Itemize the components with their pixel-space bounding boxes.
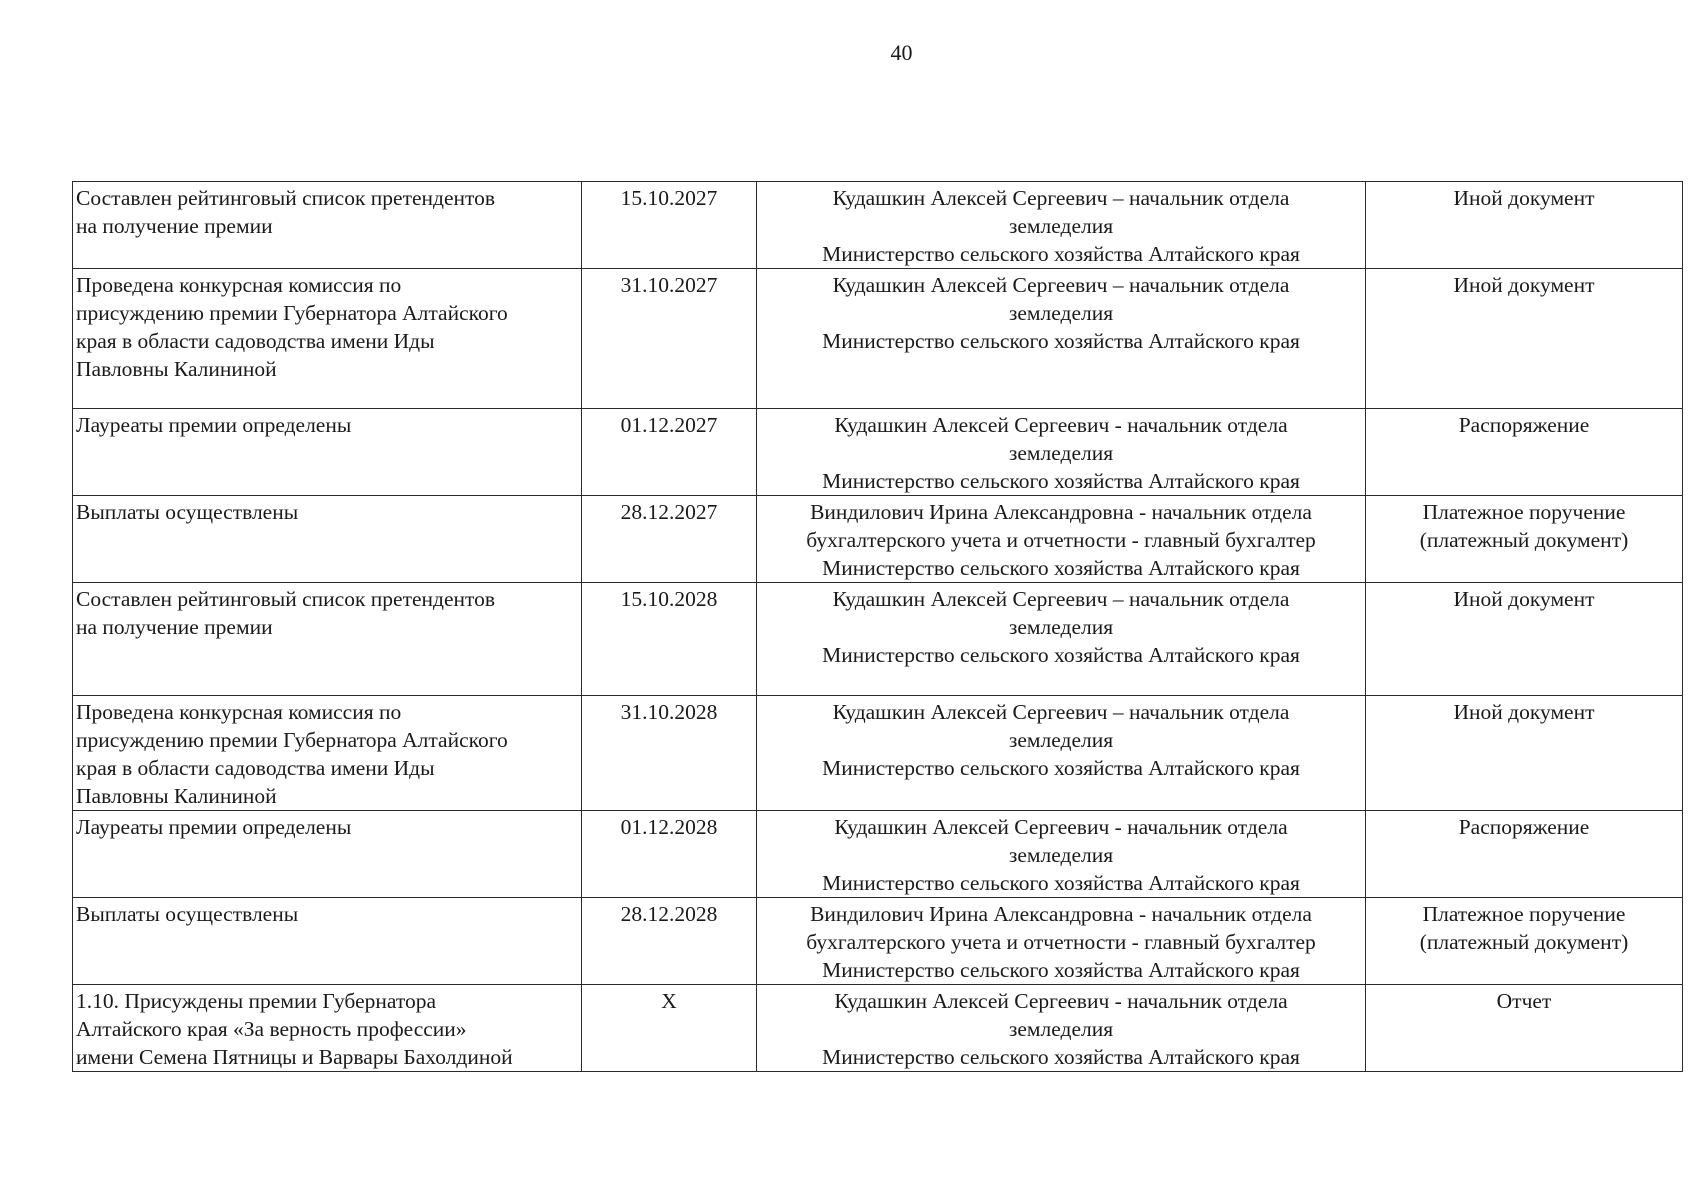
- page-number: 40: [890, 40, 913, 65]
- document-cell: [1366, 811, 1683, 898]
- event-line: края в области садоводства имени Иды: [76, 329, 435, 353]
- document-cell: [1366, 496, 1683, 583]
- table-row: [73, 496, 1683, 583]
- responsible-line: Министерство сельского хозяйства Алтайского края: [822, 958, 1300, 982]
- document-line: Распоряжение: [1458, 815, 1590, 839]
- date-cell: 31.10.2028: [582, 696, 757, 811]
- responsible-line: Министерство сельского хозяйства Алтайского края: [822, 1045, 1300, 1069]
- responsible-line: Министерство сельского хозяйства Алтайского края: [822, 756, 1300, 780]
- responsible-line: земледелия: [1008, 441, 1114, 465]
- event-line: 1.10. Присуждены премии Губернатора: [76, 989, 437, 1013]
- responsible-line: Министерство сельского хозяйства Алтайского края: [822, 871, 1300, 895]
- event-cell: [73, 409, 582, 496]
- event-line: присуждению премии Губернатора Алтайского: [76, 728, 508, 752]
- event-line: Составлен рейтинговый список претендентов: [76, 587, 496, 611]
- document-cell: [1366, 898, 1683, 985]
- document-line: Иной документ: [1453, 700, 1595, 724]
- responsible-line: земледелия: [1008, 615, 1114, 639]
- event-line: Павловны Калининой: [76, 357, 277, 381]
- responsible-line: Министерство сельского хозяйства Алтайского края: [822, 469, 1300, 493]
- table-row: [73, 409, 1683, 496]
- event-line: Лауреаты премии определены: [76, 413, 352, 437]
- responsible-line: Виндилович Ирина Александровна - начальник отдела: [810, 500, 1312, 524]
- responsible-cell: [757, 898, 1366, 985]
- event-cell: [73, 811, 582, 898]
- table-row: [73, 269, 1683, 409]
- document-line: Иной документ: [1453, 587, 1595, 611]
- event-line: края в области садоводства имени Иды: [76, 756, 435, 780]
- event-line: Составлен рейтинговый список претендентов: [76, 186, 496, 210]
- event-line: имени Семена Пятницы и Варвары Бахолдиной: [76, 1045, 513, 1069]
- date-cell: 01.12.2028: [582, 811, 757, 898]
- schedule-table: [72, 181, 1683, 1072]
- responsible-cell: [757, 269, 1366, 409]
- event-cell: [73, 898, 582, 985]
- event-line: Алтайского края «За верность профессии»: [76, 1017, 467, 1041]
- document-cell: [1366, 182, 1683, 269]
- responsible-line: Кудашкин Алексей Сергеевич - начальник отдела: [834, 989, 1288, 1013]
- event-line: Павловны Калининой: [76, 784, 277, 808]
- document-line: Распоряжение: [1458, 413, 1590, 437]
- document-line: (платежный документ): [1419, 930, 1629, 954]
- event-cell: [73, 496, 582, 583]
- responsible-line: Министерство сельского хозяйства Алтайского края: [822, 329, 1300, 353]
- responsible-line: земледелия: [1008, 728, 1114, 752]
- event-line: Проведена конкурсная комиссия по: [76, 273, 402, 297]
- date-cell: X: [582, 985, 757, 1072]
- table-row: [73, 696, 1683, 811]
- event-cell: [73, 583, 582, 696]
- responsible-cell: [757, 583, 1366, 696]
- document-line: Платежное поручение: [1422, 500, 1626, 524]
- date-cell: 28.12.2028: [582, 898, 757, 985]
- document-cell: [1366, 696, 1683, 811]
- responsible-cell: [757, 985, 1366, 1072]
- responsible-line: Министерство сельского хозяйства Алтайского края: [822, 556, 1300, 580]
- date-cell: 15.10.2028: [582, 583, 757, 696]
- event-line: Проведена конкурсная комиссия по: [76, 700, 402, 724]
- event-line: присуждению премии Губернатора Алтайского: [76, 301, 508, 325]
- table-row: [73, 811, 1683, 898]
- event-cell: [73, 696, 582, 811]
- responsible-line: Кудашкин Алексей Сергеевич - начальник отдела: [834, 815, 1288, 839]
- responsible-line: Виндилович Ирина Александровна - начальник отдела: [810, 902, 1312, 926]
- responsible-line: земледелия: [1008, 843, 1114, 867]
- event-cell: [73, 985, 582, 1072]
- table-row: [73, 898, 1683, 985]
- responsible-line: Кудашкин Алексей Сергеевич – начальник отдела: [832, 273, 1290, 297]
- responsible-line: бухгалтерского учета и отчетности - главный бухгалтер: [806, 930, 1316, 954]
- table-row: [73, 985, 1683, 1072]
- date-cell: 28.12.2027: [582, 496, 757, 583]
- responsible-cell: [757, 696, 1366, 811]
- event-line: Выплаты осуществлены: [76, 500, 299, 524]
- responsible-line: Кудашкин Алексей Сергеевич – начальник отдела: [832, 186, 1290, 210]
- date-cell: 15.10.2027: [582, 182, 757, 269]
- responsible-line: бухгалтерского учета и отчетности - главный бухгалтер: [806, 528, 1316, 552]
- table-row: [73, 583, 1683, 696]
- date-cell: 01.12.2027: [582, 409, 757, 496]
- responsible-cell: [757, 182, 1366, 269]
- date-cell: 31.10.2027: [582, 269, 757, 409]
- responsible-cell: [757, 496, 1366, 583]
- document-cell: [1366, 269, 1683, 409]
- responsible-line: Кудашкин Алексей Сергеевич - начальник отдела: [834, 413, 1288, 437]
- responsible-line: Кудашкин Алексей Сергеевич – начальник отдела: [832, 700, 1290, 724]
- table-row: [73, 182, 1683, 269]
- responsible-line: земледелия: [1008, 1017, 1114, 1041]
- responsible-cell: [757, 811, 1366, 898]
- responsible-line: земледелия: [1008, 301, 1114, 325]
- event-cell: [73, 182, 582, 269]
- document-cell: [1366, 583, 1683, 696]
- event-cell: [73, 269, 582, 409]
- document-line: (платежный документ): [1419, 528, 1629, 552]
- responsible-line: земледелия: [1008, 214, 1114, 238]
- responsible-cell: [757, 409, 1366, 496]
- responsible-line: Министерство сельского хозяйства Алтайского края: [822, 643, 1300, 667]
- event-line: на получение премии: [76, 615, 273, 639]
- event-line: Лауреаты премии определены: [76, 815, 352, 839]
- responsible-line: Министерство сельского хозяйства Алтайского края: [822, 242, 1300, 266]
- document-line: Отчет: [1496, 989, 1552, 1013]
- document-line: Иной документ: [1453, 273, 1595, 297]
- event-line: на получение премии: [76, 214, 273, 238]
- event-line: Выплаты осуществлены: [76, 902, 299, 926]
- document-cell: [1366, 985, 1683, 1072]
- document-line: Платежное поручение: [1422, 902, 1626, 926]
- document-line: Иной документ: [1453, 186, 1595, 210]
- document-cell: [1366, 409, 1683, 496]
- responsible-line: Кудашкин Алексей Сергеевич – начальник отдела: [832, 587, 1290, 611]
